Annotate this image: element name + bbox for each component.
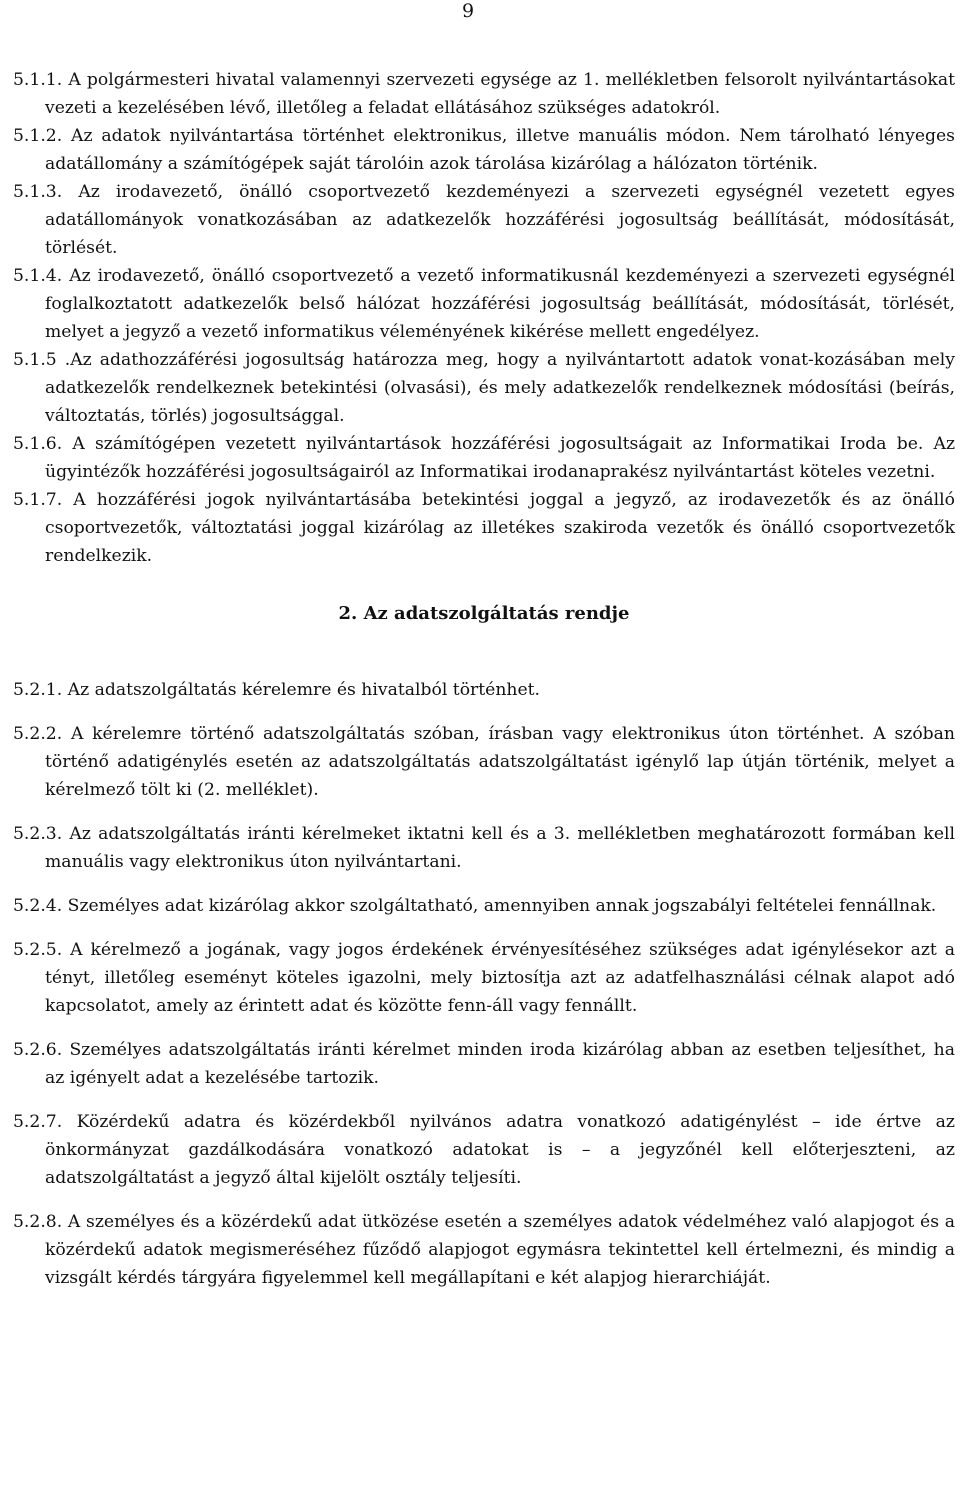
- paragraph-5-1-3: [13, 178, 955, 262]
- paragraph-number: 5.1.4.: [13, 266, 63, 286]
- paragraph-number: 5.2.1.: [13, 680, 63, 700]
- paragraph-text: Az irodavezető, önálló csoportvezető a vezető informatikusnál kezdeményezi a szervezeti egységnél foglalkoztatott adatkezelők belső hálózat hozzáférési jogosultság beállítását, módosítását, törlését, melyet a jegyző a vezető informatikus véleményének kikérése mellett engedélyez.: [45, 266, 955, 342]
- paragraph-number: 5.2.6.: [13, 1040, 63, 1060]
- paragraph-text: Személyes adatszolgáltatás iránti kérelmet minden iroda kizárólag abban az esetben teljesíthet, ha az igényelt adat a kezelésébe tartozik.: [45, 1040, 955, 1088]
- paragraph-5-2-3: [13, 820, 955, 876]
- paragraph-5-2-4: [13, 892, 955, 920]
- section-2: [13, 676, 955, 1292]
- section-heading: 2. Az adatszolgáltatás rendje: [338, 603, 630, 624]
- paragraph-text: A számítógépen vezetett nyilvántartások hozzáférési jogosultságait az Informatikai Iroda be. Az ügyintézők hozzáférési jogosultságairól az Informatikai irodanaprakész nyilvántartást köteles vezetni.: [45, 434, 955, 482]
- paragraph-number: 5.2.8.: [13, 1212, 63, 1232]
- paragraph-number: 5.1.2.: [13, 126, 63, 146]
- paragraph-5-2-6: [13, 1036, 955, 1092]
- paragraph-text: A személyes és a közérdekű adat ütközése esetén a személyes adatok védelméhez való alapjogot és a közérdekű adatok megismeréséhez fűződő alapjogot egymásra tekintettel kell értelmezni, és mindig a vizsgált kérdés tárgyára figyelemmel kell megállapítani e két alapjog hierarchiáját.: [45, 1212, 955, 1288]
- paragraph-number: 5.2.3.: [13, 824, 63, 844]
- paragraph-text: .Az adathozzáférési jogosultság határozza meg, hogy a nyilvántartott adatok vonat-kozásában mely adatkezelők rendelkeznek betekintési (olvasási), és mely adatkezelők rendelkeznek módosítási (beírás, változtatás, törlés) jogosultsággal.: [45, 350, 955, 426]
- paragraph-5-1-7: [13, 486, 955, 570]
- paragraph-text: Az adatok nyilvántartása történhet elektronikus, illetve manuális módon. Nem tárolható lényeges adatállomány a számítógépek saját tárolóin azok tárolása kizárólag a hálózaton történik.: [45, 126, 955, 174]
- section-1: [13, 66, 955, 570]
- paragraph-text: Az adatszolgáltatás iránti kérelmeket iktatni kell és a 3. mellékletben meghatározott formában kell manuális vagy elektronikus úton nyilvántartani.: [45, 824, 955, 872]
- paragraph-5-1-2: [13, 122, 955, 178]
- paragraph-5-2-5: [13, 936, 955, 1020]
- paragraph-5-1-1: [13, 66, 955, 122]
- paragraph-text: A kérelmező a jogának, vagy jogos érdekének érvényesítéséhez szükséges adat igénylésekor azt a tényt, illetőleg eseményt köteles igazolni, mely biztosítja azt az adatfelhasználási célnak alapot adó kapcsolatot, amely az érintett adat és közötte fenn-áll vagy fennállt.: [45, 940, 955, 1016]
- paragraph-5-2-7: [13, 1108, 955, 1192]
- paragraph-5-2-8: [13, 1208, 955, 1292]
- page-number: 9: [462, 0, 475, 22]
- paragraph-text: A hozzáférési jogok nyilvántartásába betekintési joggal a jegyző, az irodavezetők és az önálló csoportvezetők, változtatási joggal kizárólag az illetékes szakiroda vezetők és önálló csoportvezetők rendelkezik.: [45, 490, 955, 566]
- paragraph-text: Az irodavezető, önálló csoportvezető kezdeményezi a szervezeti egységnél vezetett egyes adatállományok vonatkozásában az adatkezelők hozzáférési jogosultság beállítását, módosítását, törlését.: [45, 182, 955, 258]
- paragraph-text: Személyes adat kizárólag akkor szolgáltatható, amennyiben annak jogszabályi feltételei fennállnak.: [62, 896, 937, 916]
- paragraph-number: 5.2.4.: [13, 896, 63, 916]
- paragraph-number: 5.1.1.: [13, 70, 63, 90]
- paragraph-5-1-5: [13, 346, 955, 430]
- paragraph-number: 5.2.5.: [13, 940, 63, 960]
- paragraph-text: A kérelemre történő adatszolgáltatás szóban, írásban vagy elektronikus úton történhet. A szóban történő adatigénylés esetén az adatszolgáltatás adatszolgáltatást igénylő lap útján történik, melyet a kérelmező tölt ki (2. melléklet).: [45, 724, 955, 800]
- paragraph-text: Az adatszolgáltatás kérelemre és hivatalból történhet.: [62, 680, 541, 700]
- paragraph-5-2-2: [13, 720, 955, 804]
- paragraph-number: 5.1.5: [13, 350, 57, 370]
- paragraph-number: 5.1.7.: [13, 490, 63, 510]
- paragraph-text: Közérdekű adatra és közérdekből nyilvános adatra vonatkozó adatigénylést – ide értve az önkormányzat gazdálkodására vonatkozó adatokat is – a jegyzőnél kell előterjeszteni, az adatszolgáltatást a jegyző által kijelölt osztály teljesíti.: [45, 1112, 955, 1188]
- paragraph-text: A polgármesteri hivatal valamennyi szervezeti egysége az 1. mellékletben felsorolt nyilvántartásokat vezeti a kezelésében lévő, illetőleg a feladat ellátásához szükséges adatokról.: [45, 70, 955, 118]
- paragraph-5-1-6: [13, 430, 955, 486]
- paragraph-number: 5.1.6.: [13, 434, 63, 454]
- paragraph-number: 5.2.2.: [13, 724, 63, 744]
- document-body: [13, 66, 955, 1308]
- paragraph-5-1-4: [13, 262, 955, 346]
- paragraph-number: 5.2.7.: [13, 1112, 63, 1132]
- paragraph-5-2-1: [13, 676, 955, 704]
- paragraph-number: 5.1.3.: [13, 182, 63, 202]
